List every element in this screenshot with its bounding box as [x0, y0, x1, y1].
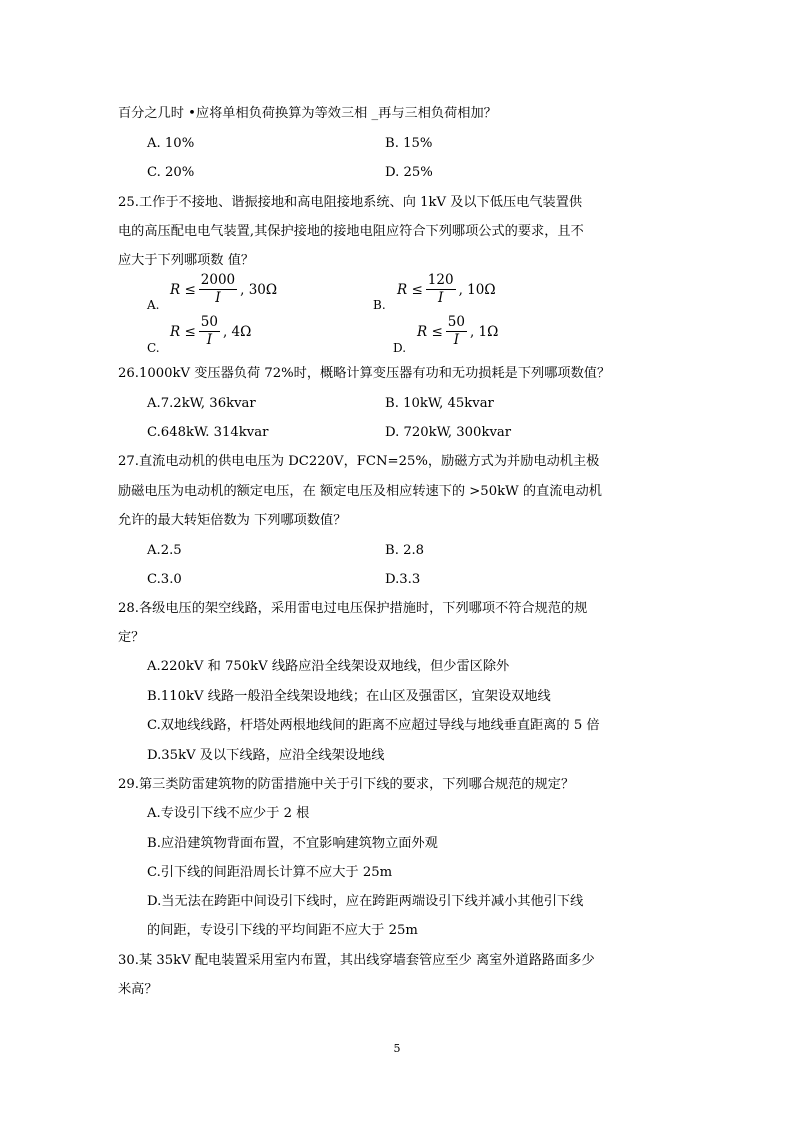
- formula-lhs: R ≤: [170, 323, 196, 340]
- q25-option-d-letter: D.: [393, 341, 407, 355]
- q25-option-b-letter: B.: [373, 298, 386, 312]
- q26-option-d: D. 720kW, 300kvar: [385, 425, 512, 440]
- q29-option-c: C.引下线的间距沿周长计算不应大于 25m: [147, 865, 393, 880]
- q26-option-a: A.7.2kW, 36kvar: [147, 396, 256, 411]
- q30-stem-line-1: 30.某 35kV 配电装置采用室内布置，其出线穿墙套管应至少 离室外道路路面多少: [118, 953, 595, 968]
- q25-option-a-formula: [170, 272, 277, 307]
- q28-stem-line-1: 28.各级电压的架空线路，采用雷电过电压保护措施时，下列哪项不符合规范的规: [118, 601, 588, 616]
- q29-stem: 29.第三类防雷建筑物的防雷措施中关于引下线的要求，下列哪合规范的规定？: [118, 777, 575, 792]
- q26-option-c: C.648kW. 314kvar: [147, 425, 269, 440]
- q28-option-d: D.35kV 及以下线路，应沿全线架设地线: [147, 748, 385, 763]
- q29-option-d-line-1: D.当无法在跨距中间设引下线时，应在跨距两端设引下线并减小其他引下线: [147, 894, 584, 909]
- formula-value: , 4Ω: [222, 323, 252, 340]
- fraction-numerator: 50: [200, 314, 218, 330]
- formula-fraction: [199, 272, 237, 307]
- q25-option-c-letter: C.: [147, 341, 160, 355]
- q24-stem-end: 百分之几时 •应将单相负荷换算为等效三相 _再与三相负荷相加？: [118, 106, 497, 121]
- q29-option-d-line-2: 的间距，专设引下线的平均间距不应大于 25m: [147, 923, 418, 938]
- q24-option-a: A. 10%: [147, 136, 195, 151]
- q25-option-a-letter: A.: [147, 298, 160, 312]
- q25-option-b-formula: [397, 272, 496, 307]
- q26-stem: 26.1000kV 变压器负荷 72%时，概略计算变压器有功和无功损耗是下列哪项数值？: [118, 366, 611, 381]
- q27-option-d: D.3.3: [385, 572, 421, 587]
- q27-stem-line-1: 27.直流电动机的供电电压为 DC220V，FCN=25%，励磁方式为并励电动机主极: [118, 454, 600, 469]
- fraction-denominator: I: [206, 332, 213, 348]
- fraction-denominator: I: [438, 290, 444, 306]
- fraction-numerator: 50: [447, 314, 465, 330]
- q29-option-b: B.应沿建筑物背面布置，不宜影响建筑物立面外观: [147, 836, 438, 851]
- formula-value: , 10Ω: [458, 281, 496, 298]
- q25-stem-line-2: 电的高压配电电气装置,其保护接地的接地电阻应符合下列哪项公式的要求，且不: [118, 224, 584, 239]
- q28-option-c: C.双地线线路，杆塔处两根地线间的距离不应超过导线与地线垂直距离的 5 倍: [147, 718, 600, 733]
- q27-stem-line-3: 允许的最大转矩倍数为 下列哪项数值？: [118, 513, 347, 528]
- q27-stem-line-2: 励磁电压为电动机的额定电压，在 额定电压及相应转速下的 >50kW 的直流电动机: [118, 484, 602, 499]
- q24-option-b: B. 15%: [385, 136, 433, 151]
- fraction-denominator: I: [215, 290, 221, 306]
- formula-value: , 30Ω: [240, 281, 278, 298]
- q27-option-b: B. 2.8: [385, 543, 425, 558]
- q29-option-a: A.专设引下线不应少于 2 根: [147, 806, 310, 821]
- q30-stem-line-2: 米高？: [118, 982, 158, 997]
- formula-fraction: [426, 272, 456, 307]
- q25-stem-line-3: 应大于下列哪项数 值？: [118, 253, 255, 268]
- q25-option-c-formula: [170, 314, 251, 349]
- formula-lhs: R ≤: [397, 281, 423, 298]
- q24-option-d: D. 25%: [385, 165, 433, 180]
- fraction-numerator: 2000: [200, 272, 236, 288]
- fraction-denominator: I: [453, 332, 460, 348]
- q24-option-c: C. 20%: [147, 165, 195, 180]
- q28-option-a: A.220kV 和 750kV 线路应沿全线架设双地线，但少雷区除外: [147, 659, 510, 674]
- q27-option-c: C.3.0: [147, 572, 182, 587]
- formula-value: , 1Ω: [469, 323, 499, 340]
- q27-option-a: A.2.5: [147, 543, 182, 558]
- formula-lhs: R ≤: [417, 323, 443, 340]
- q26-option-b: B. 10kW, 45kvar: [385, 396, 494, 411]
- q25-stem-line-1: 25.工作于不接地、谐振接地和高电阻接地系统、向 1kV 及以下低压电气装置供: [118, 195, 583, 210]
- page-number: 5: [393, 1042, 401, 1055]
- q25-option-d-formula: [417, 314, 498, 349]
- q28-stem-line-2: 定？: [118, 630, 145, 645]
- formula-fraction: [199, 314, 220, 349]
- formula-fraction: [446, 314, 467, 349]
- fraction-numerator: 120: [427, 272, 454, 288]
- formula-lhs: R ≤: [170, 281, 196, 298]
- q28-option-b: B.110kV 线路一般沿全线架设地线；在山区及强雷区，宜架设双地线: [147, 689, 551, 704]
